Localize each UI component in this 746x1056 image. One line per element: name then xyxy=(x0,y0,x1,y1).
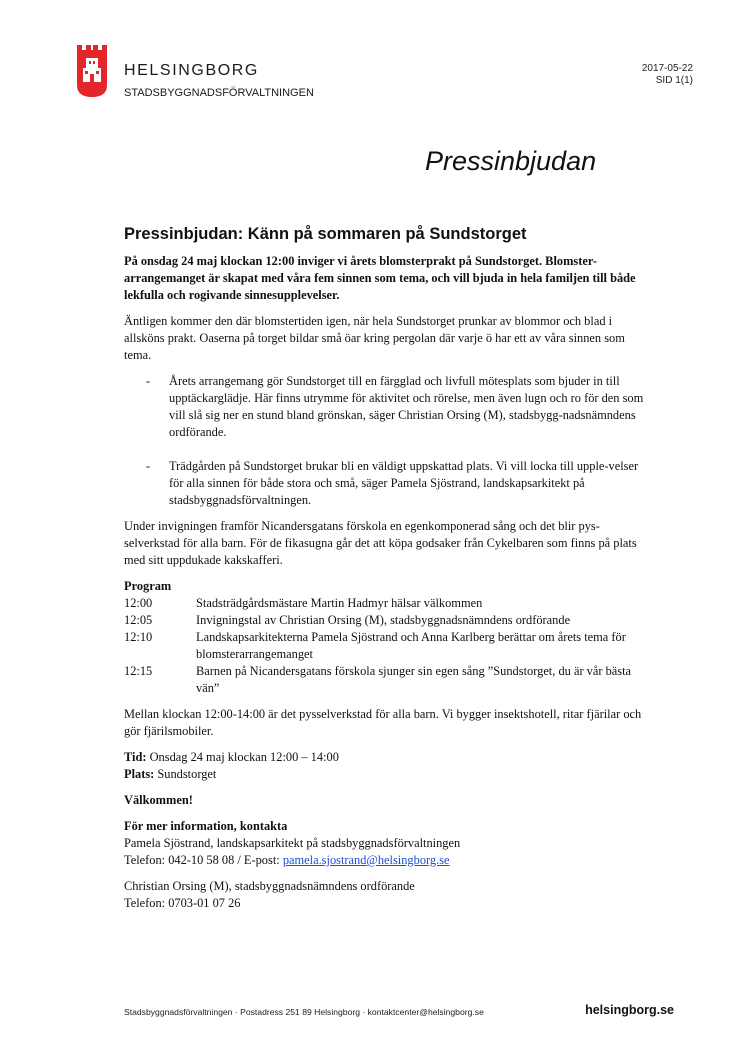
event-place-value: Sundstorget xyxy=(154,767,217,781)
contact-1-name: Pamela Sjöstrand, landskapsarkitekt på stadsbyggnadsförvaltningen xyxy=(124,836,461,850)
press-release-body xyxy=(124,224,654,912)
contact-1-phone-line xyxy=(124,852,654,869)
footer-site: helsingborg.se xyxy=(585,1003,674,1017)
program-time: 12:15 xyxy=(124,664,153,678)
program-time: 12:10 xyxy=(124,630,153,644)
program-section xyxy=(124,578,654,697)
program-row xyxy=(124,663,654,697)
contact-1-phone: Telefon: 042-10 58 08 / E-post: xyxy=(124,853,283,867)
contact-title: För mer information, kontakta xyxy=(124,819,288,833)
inauguration-paragraph: Under invigningen framför Nicandersgatans förskola en egenkomponerad sång och det blir pys-selverkstad för alla barn. För de fikasugna går det att köpa godsaker från Cykelbaren som finns på plats med sitt uppdukade kakskafferi. xyxy=(124,519,637,567)
event-time xyxy=(124,749,654,766)
program-time: 12:05 xyxy=(124,613,153,627)
event-time-value: Onsdag 24 maj klockan 12:00 – 14:00 xyxy=(146,750,339,764)
list-dash: - xyxy=(146,374,151,388)
list-dash: - xyxy=(146,459,151,473)
workshop-paragraph: Mellan klockan 12:00-14:00 är det pysselverkstad för alla barn. Vi bygger insektshotell, ritar fjärilar och gör fjärilsmobiler. xyxy=(124,707,642,738)
document-meta xyxy=(642,63,693,87)
event-place-label: Plats: xyxy=(124,767,155,781)
event-place xyxy=(124,766,654,783)
lead-paragraph: På onsdag 24 maj klockan 12:00 inviger vi årets blomsterprakt på Sundstorget. Blomster-arrangemanget är skapat med våra fem sinnen som tema, och vill bjuda in hela familjen till både lekfulla och rogivande sinnesupplevelser. xyxy=(124,254,636,302)
contact-1-email-link[interactable]: pamela.sjostrand@helsingborg.se xyxy=(282,853,450,867)
headline: Pressinbjudan: Känn på sommaren på Sundstorget xyxy=(124,225,527,243)
document-date: 2017-05-22 xyxy=(641,63,693,74)
program-text: Stadsträdgårdsmästare Martin Hadmyr hälsar välkommen xyxy=(196,596,483,610)
event-time-label: Tid: xyxy=(124,750,147,764)
welcome-text: Välkommen! xyxy=(124,793,193,807)
program-title: Program xyxy=(124,579,172,593)
brand-name: HELSINGBORG xyxy=(124,62,259,79)
contact-2-phone: Telefon: 0703-01 07 26 xyxy=(124,896,241,910)
contact-2 xyxy=(124,878,654,912)
department-name: STADSBYGGNADSFÖRVALTNINGEN xyxy=(124,87,314,99)
contact-2-name: Christian Orsing (M), stadsbyggnadsnämndens ordförande xyxy=(124,879,415,893)
intro-paragraph: Äntligen kommer den där blomstertiden igen, när hela Sundstorget prunkar av blommor och blad i allsköns prakt. Oaserna på torget bildar små öar kring pergolan där varje ö har ett av våra sinnen som tema. xyxy=(124,314,625,362)
program-text: Invigningstal av Christian Orsing (M), stadsbyggnadsnämndens ordförande xyxy=(196,613,571,627)
quote-text: Trädgården på Sundstorget brukar bli en väldigt uppskattad plats. Vi vill locka till upple-velser för alla sinnen för både stora och små, säger Pamela Sjöstrand, landskapsarkitekt på stadsbyggnadsförvaltningen. xyxy=(169,459,639,507)
program-row xyxy=(124,629,654,663)
page-number: SID 1(1) xyxy=(655,75,693,86)
quote-item xyxy=(124,373,654,441)
quote-item xyxy=(124,458,654,509)
program-text: Landskapsarkitekterna Pamela Sjöstrand och Anna Karlberg berättar om årets tema för blomsterarrangemanget xyxy=(196,630,626,661)
program-row xyxy=(124,595,654,612)
helsingborg-crest-icon xyxy=(76,44,108,98)
quote-list xyxy=(124,373,654,509)
contact-section xyxy=(124,818,654,869)
quote-text: Årets arrangemang gör Sundstorget till en färgglad och livfull mötesplats som bjuder in till upptäckarglädje. Här finns utrymme för aktivitet och rörelse, men även lugn och ro för den som vill slå sig ner en stund bland grönskan, säger Christian Orsing (M), stadsbygg-nadsnämndens ordförande. xyxy=(169,374,644,439)
footer-address: Stadsbyggnadsförvaltningen · Postadress 251 89 Helsingborg · kontaktcenter@helsingborg.se xyxy=(124,1007,484,1017)
event-details xyxy=(124,749,654,783)
program-text: Barnen på Nicandersgatans förskola sjunger sin egen sång ”Sundstorget, du är vår bästa vän” xyxy=(196,664,632,695)
program-row xyxy=(124,612,654,629)
program-time: 12:00 xyxy=(124,596,153,610)
document-type-title: Pressinbjudan xyxy=(425,146,597,176)
